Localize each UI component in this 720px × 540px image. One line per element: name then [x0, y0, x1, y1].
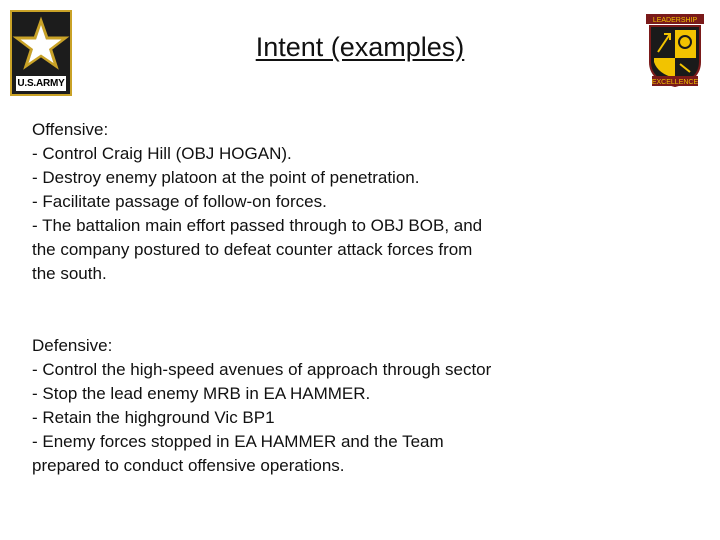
defensive-section	[32, 334, 592, 478]
crest-top-text: LEADERSHIP	[652, 17, 698, 24]
offensive-line: the company postured to defeat counter attack forces from	[32, 240, 473, 259]
defensive-line: prepared to conduct offensive operations.	[32, 456, 345, 475]
defensive-line: - Enemy forces stopped in EA HAMMER and the Team	[32, 432, 444, 451]
offensive-line: the south.	[32, 264, 107, 283]
defensive-heading: Defensive:	[32, 336, 113, 355]
defensive-line: - Stop the lead enemy MRB in EA HAMMER.	[32, 384, 371, 403]
defensive-line: - Retain the highground Vic BP1	[32, 408, 275, 427]
offensive-section	[32, 118, 592, 286]
defensive-line: - Control the high-speed avenues of approach through sector	[32, 360, 492, 379]
crest-bottom-text: EXCELLENCE	[651, 79, 699, 86]
offensive-line: - Destroy enemy platoon at the point of penetration.	[32, 168, 420, 187]
offensive-line: - The battalion main effort passed through to OBJ BOB, and	[32, 216, 483, 235]
army-logo-text: U.S.ARMY	[17, 78, 65, 89]
offensive-line: - Control Craig Hill (OBJ HOGAN).	[32, 144, 292, 163]
page-title: Intent (examples)	[255, 32, 465, 62]
offensive-heading: Offensive:	[32, 120, 109, 139]
offensive-line: - Facilitate passage of follow-on forces.	[32, 192, 327, 211]
rotc-crest-icon	[644, 12, 706, 88]
